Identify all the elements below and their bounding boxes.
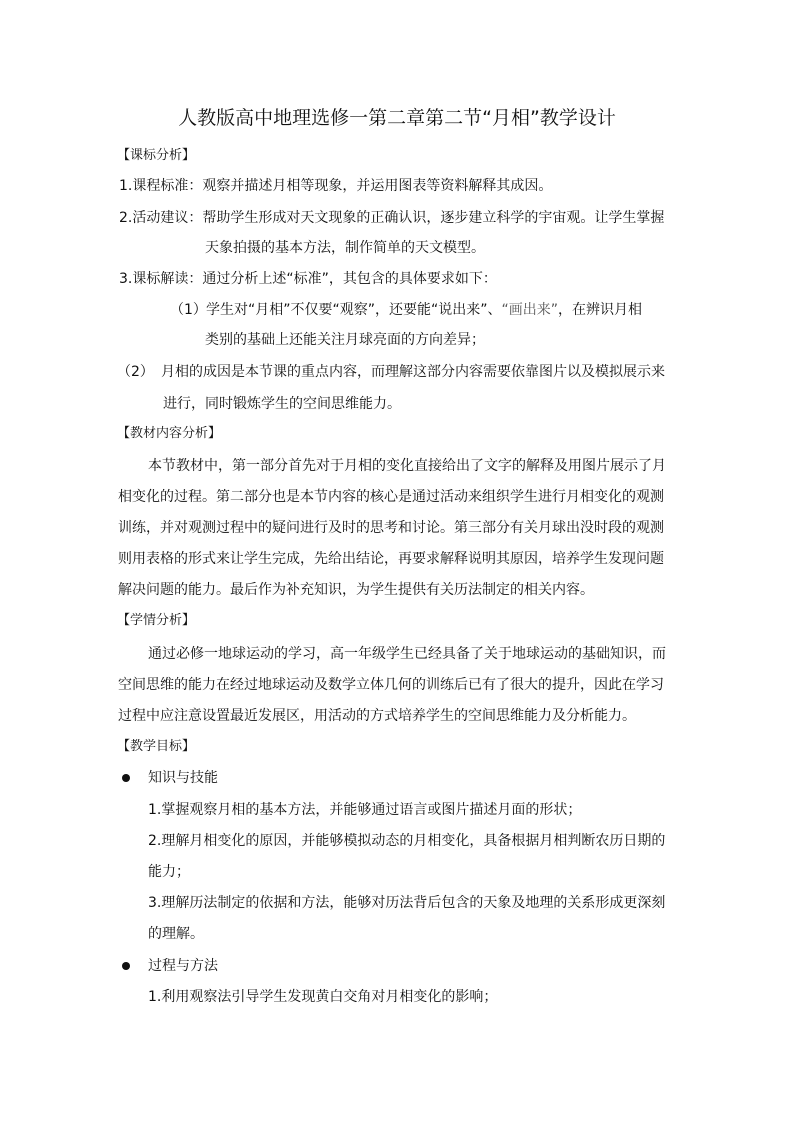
sub-item-1-text-c: ，在辨识月相 <box>558 302 643 318</box>
goal-process-item-1: 1.利用观察法引导学生发现黄白交角对月相变化的影响； <box>148 989 498 1005</box>
sub-item-1-text-a: 学生对“月相”不仅要“观察”，还要能“说出来”、 <box>206 302 502 318</box>
textbook-paragraph-line: 训练，并对观测过程中的疑问进行及时的思考和讨论。第三部分有关月球出没时段的观测 <box>118 520 664 536</box>
sub-item-1-number: （1） <box>170 302 207 318</box>
curriculum-item-2-line-2: 天象拍摄的基本方法，制作简单的天文模型。 <box>205 240 485 256</box>
curriculum-item-3: 3.课标解读：通过分析上述“标准”，其包含的具体要求如下： <box>119 271 497 287</box>
section-heading-textbook: 【教材内容分析】 <box>117 426 222 441</box>
curriculum-item-1: 1.课程标准：观察并描述月相等现象，并运用图表等资料解释其成因。 <box>119 178 553 194</box>
textbook-paragraph-line: 解决问题的能力。最后作为补充知识，为学生提供有关历法制定的相关内容。 <box>118 582 594 598</box>
curriculum-item-2-line-1: 2.活动建议：帮助学生形成对天文现象的正确认识，逐步建立科学的宇宙观。让学生掌握 <box>119 210 665 226</box>
bullet-icon <box>122 962 130 970</box>
sub-item-1-line-2: 类别的基础上还能关注月球亮面的方向差异； <box>205 332 485 348</box>
goal-knowledge-item-1: 1.掌握观察月相的基本方法，并能够通过语言或图片描述月面的形状； <box>148 802 582 818</box>
textbook-paragraph-line: 相变化的过程。第二部分也是本节内容的核心是通过活动来组织学生进行月相变化的观测 <box>118 489 664 505</box>
sub-item-2-number: （2） <box>117 364 154 380</box>
sub-item-1-line-1 <box>206 300 642 320</box>
section-heading-curriculum: 【课标分析】 <box>117 148 196 163</box>
textbook-paragraph-line: 本节教材中，第一部分首先对于月相的变化直接给出了文字的解释及用图片展示了月 <box>148 458 666 474</box>
goal-knowledge-item-3-line-1: 3.理解历法制定的依据和方法，能够对历法背后包含的天象及地理的关系形成更深刻 <box>148 895 666 911</box>
sub-item-2-line-2: 进行，同时锻炼学生的空间思维能力。 <box>163 396 401 412</box>
sub-item-1-text-b: “画出来” <box>501 302 559 318</box>
section-heading-learners: 【学情分析】 <box>117 613 196 628</box>
page-title: 人教版高中地理选修一第二章第二节“月相”教学设计 <box>178 107 616 129</box>
goal-bullet-knowledge: 知识与技能 <box>148 770 218 786</box>
section-heading-goals: 【教学目标】 <box>117 739 196 754</box>
goal-knowledge-item-2-line-1: 2.理解月相变化的原因，并能够模拟动态的月相变化，具备根据月相判断农历日期的 <box>148 833 666 849</box>
goal-knowledge-item-3-line-2: 的理解。 <box>148 926 204 942</box>
learners-paragraph-line: 过程中应注意设置最近发展区，用活动的方式培养学生的空间思维能力及分析能力。 <box>118 708 636 724</box>
learners-paragraph-line: 通过必修一地球运动的学习，高一年级学生已经具备了关于地球运动的基础知识，而 <box>148 646 666 662</box>
goal-bullet-process: 过程与方法 <box>148 958 218 974</box>
sub-item-2-line-1: 月相的成因是本节课的重点内容，而理解这部分内容需要依靠图片以及模拟展示来 <box>161 364 665 380</box>
bullet-icon <box>122 774 130 782</box>
textbook-paragraph-line: 则用表格的形式来让学生完成，先给出结论，再要求解释说明其原因，培养学生发现问题 <box>118 551 664 567</box>
learners-paragraph-line: 空间思维的能力在经过地球运动及数学立体几何的训练后已有了很大的提升，因此在学习 <box>118 677 664 693</box>
goal-knowledge-item-2-line-2: 能力； <box>148 864 190 880</box>
